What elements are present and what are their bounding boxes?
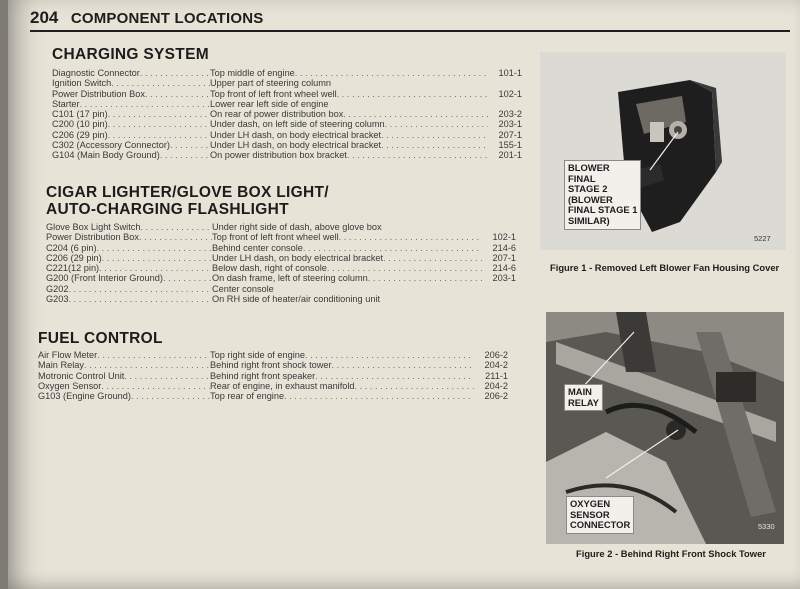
component-location: On rear of power distribution box (210, 109, 344, 120)
list-item (46, 222, 516, 232)
page-number: 204 (30, 8, 59, 27)
dot-leader (108, 119, 210, 129)
list-item (46, 294, 516, 304)
dot-leader (68, 294, 212, 304)
component-location: Top front of left front wheel well (210, 88, 337, 99)
figure-reference: 211-1 (485, 370, 508, 381)
component-location: Under dash, on left side of steering column (210, 119, 385, 130)
dot-leader (383, 253, 482, 263)
cigar-lighter-list (46, 222, 516, 304)
component-name: G203 (46, 294, 69, 305)
dot-leader (108, 109, 210, 119)
component-name-cell (46, 243, 212, 253)
figure-reference: 206-2 (484, 391, 508, 402)
component-name-cell (38, 371, 210, 381)
dot-leader (163, 273, 212, 283)
component-location: Top right side of engine (210, 350, 306, 360)
component-name: Motronic Control Unit (38, 370, 125, 381)
dot-leader (99, 263, 212, 273)
component-location: Behind right front speaker (210, 370, 316, 381)
figure-reference: 204-2 (484, 380, 508, 391)
dot-leader (303, 243, 482, 253)
dot-leader (368, 273, 482, 283)
component-name-cell (38, 350, 210, 360)
callout-oxygen-sensor-connector (566, 496, 634, 534)
figure-1-photo (540, 52, 786, 250)
dot-leader (80, 99, 210, 109)
component-name-cell (46, 222, 212, 232)
callout-line: BLOWER (568, 162, 610, 173)
component-location: Center console (212, 283, 274, 294)
component-location: Behind right front shock tower (210, 360, 332, 371)
dot-leader (140, 222, 212, 232)
figure-reference: 204-2 (484, 360, 508, 371)
dot-leader (347, 150, 488, 160)
component-name-cell (46, 284, 212, 294)
component-location: On dash frame, left of steering column (212, 273, 368, 284)
component-name-cell (52, 140, 210, 150)
figure-1-code: 5227 (754, 234, 771, 243)
component-name-cell (52, 109, 210, 119)
dot-leader (102, 253, 212, 263)
dot-leader (84, 360, 210, 370)
component-location: Under LH dash, on body electrical bracket (210, 129, 382, 140)
dot-leader (139, 232, 212, 242)
list-item (52, 150, 522, 160)
component-name-cell (52, 68, 210, 78)
list-item (38, 381, 508, 391)
component-name-cell (46, 232, 212, 242)
dot-leader (68, 284, 212, 294)
list-item (52, 119, 522, 129)
figure-reference: 101-1 (498, 68, 522, 78)
component-name-cell (46, 253, 212, 263)
component-name: C101 (17 pin) (52, 109, 108, 120)
component-name: C204 (6 pin) (46, 242, 97, 253)
dot-leader (385, 119, 488, 129)
list-item (38, 391, 508, 401)
list-item (38, 350, 508, 360)
component-location: Under right side of dash, above glove box (212, 222, 382, 232)
page-title: COMPONENT LOCATIONS (70, 10, 264, 27)
dot-leader (131, 391, 210, 401)
callout-line: SENSOR (570, 508, 610, 520)
list-item (46, 232, 516, 242)
component-name-cell (38, 360, 210, 370)
component-name: Glove Box Light Switch (46, 222, 141, 232)
figure-1-caption: Figure 1 - Removed Left Blower Fan Housing Cover (550, 262, 780, 273)
component-name: Air Flow Meter (38, 350, 98, 360)
callout-line: STAGE 2 (568, 183, 608, 195)
figure-reference: 201-1 (498, 150, 522, 161)
component-name-cell (52, 119, 210, 129)
figure-2-photo (546, 312, 784, 544)
component-name: C206 (29 pin) (52, 129, 108, 140)
figure-reference: 203-1 (498, 119, 522, 130)
component-name-cell (52, 99, 210, 109)
dot-leader (160, 150, 210, 160)
component-name-cell (46, 273, 212, 283)
callout-line: MAIN (568, 386, 592, 397)
dot-leader (332, 360, 474, 370)
list-item (52, 89, 522, 99)
component-location: Rear of engine, in exhaust manifold (210, 380, 355, 391)
component-location: On RH side of heater/air conditioning unit (212, 294, 381, 305)
component-location: Top rear of engine (210, 391, 285, 402)
dot-leader (381, 130, 488, 140)
component-location: Upper part of steering column (210, 78, 332, 89)
component-location: Lower rear left side of engine (210, 98, 329, 109)
list-item (46, 243, 516, 253)
dot-leader (343, 109, 488, 119)
manual-page (8, 0, 800, 589)
figure-reference: 102-1 (498, 88, 522, 99)
dot-leader (295, 68, 488, 78)
list-item (52, 109, 522, 119)
list-item (52, 140, 522, 150)
component-name: Oxygen Sensor (38, 380, 102, 391)
figure-reference: 206-2 (484, 350, 508, 360)
callout-line: FINAL (568, 172, 596, 184)
dot-leader (108, 130, 210, 140)
component-location: Under LH dash, on body electrical bracket (212, 252, 384, 263)
component-name-cell (46, 294, 212, 304)
list-item (46, 284, 516, 294)
figure-reference: 214-6 (492, 263, 516, 274)
component-name-cell (52, 89, 210, 99)
component-name: C302 (Accessory Connector) (52, 140, 170, 151)
dot-leader (97, 350, 210, 360)
component-location: Top front of left front wheel well (212, 232, 339, 243)
component-location: Under LH dash, on body electrical bracket (210, 140, 382, 151)
component-name: Diagnostic Connector (52, 68, 140, 78)
dot-leader (97, 243, 212, 253)
page-header (30, 8, 790, 32)
list-item (52, 78, 522, 88)
dot-leader (145, 89, 210, 99)
component-name: G103 (Engine Ground) (38, 391, 131, 402)
section-title-charging-system: CHARGING SYSTEM (52, 46, 209, 63)
list-item (52, 68, 522, 78)
component-name: G104 (Main Body Ground) (52, 150, 160, 161)
list-item (46, 273, 516, 283)
component-name: G200 (Front Interior Ground) (46, 273, 163, 284)
callout-main-relay (564, 384, 603, 411)
dot-leader (284, 391, 474, 401)
component-name: G202 (46, 283, 69, 294)
figure-reference: 203-1 (492, 273, 516, 284)
component-name: C221(12 pin) (46, 263, 100, 274)
component-name: Main Relay (38, 360, 84, 371)
dot-leader (315, 371, 474, 381)
callout-line: (BLOWER (568, 193, 613, 205)
dot-leader (124, 371, 210, 381)
component-name: Power Distribution Box (52, 88, 145, 99)
figure-reference: 203-2 (498, 109, 522, 120)
component-name: Power Distribution Box (46, 232, 139, 243)
component-location: Below dash, right of console (212, 263, 327, 274)
figure-reference: 207-1 (498, 129, 522, 140)
list-item (52, 99, 522, 109)
section-title-fuel-control: FUEL CONTROL (38, 330, 163, 347)
figure-reference: 102-1 (492, 232, 516, 243)
dot-leader (339, 232, 482, 242)
component-name-cell (38, 381, 210, 391)
callout-line: OXYGEN (570, 498, 611, 509)
dot-leader (305, 350, 474, 360)
dot-leader (327, 263, 482, 273)
list-item (46, 253, 516, 263)
list-item (46, 263, 516, 273)
dot-leader (337, 89, 488, 99)
callout-line: SIMILAR) (568, 214, 610, 226)
fuel-control-list (38, 350, 508, 401)
component-name-cell (52, 78, 210, 88)
figure-2-code: 5330 (758, 522, 775, 531)
list-item (38, 360, 508, 370)
figure-reference: 214-6 (492, 242, 516, 253)
component-name-cell (38, 391, 210, 401)
figure-2-caption: Figure 2 - Behind Right Front Shock Tower (576, 548, 766, 559)
component-location: Behind center console (212, 242, 303, 253)
callout-line: FINAL STAGE 1 (568, 204, 638, 216)
component-name: C200 (10 pin) (52, 119, 108, 130)
callout-line: CONNECTOR (570, 519, 631, 531)
dot-leader (381, 140, 488, 150)
dot-leader (170, 140, 210, 150)
section-title-line1: CIGAR LIGHTER/GLOVE BOX LIGHT/ (46, 184, 329, 201)
dot-leader (355, 381, 474, 391)
component-location: On power distribution box bracket (210, 150, 347, 161)
section-title-cigar-lighter (46, 184, 329, 218)
dot-leader (140, 68, 210, 78)
list-item (52, 130, 522, 140)
component-name-cell (46, 263, 212, 273)
list-item (38, 371, 508, 381)
component-name-cell (52, 150, 210, 160)
charging-system-list (52, 68, 522, 161)
dot-leader (101, 381, 210, 391)
component-name: Ignition Switch (52, 78, 112, 89)
component-location: Top middle of engine (210, 68, 295, 78)
component-name-cell (52, 130, 210, 140)
component-name: C206 (29 pin) (46, 252, 102, 263)
section-title-line2: AUTO-CHARGING FLASHLIGHT (46, 201, 289, 218)
callout-line: RELAY (568, 396, 599, 408)
component-name: Starter (52, 98, 80, 109)
dot-leader (111, 78, 210, 88)
callout-blower-final-stage (564, 160, 641, 230)
figure-reference: 155-1 (498, 140, 522, 151)
figure-reference: 207-1 (492, 252, 516, 263)
